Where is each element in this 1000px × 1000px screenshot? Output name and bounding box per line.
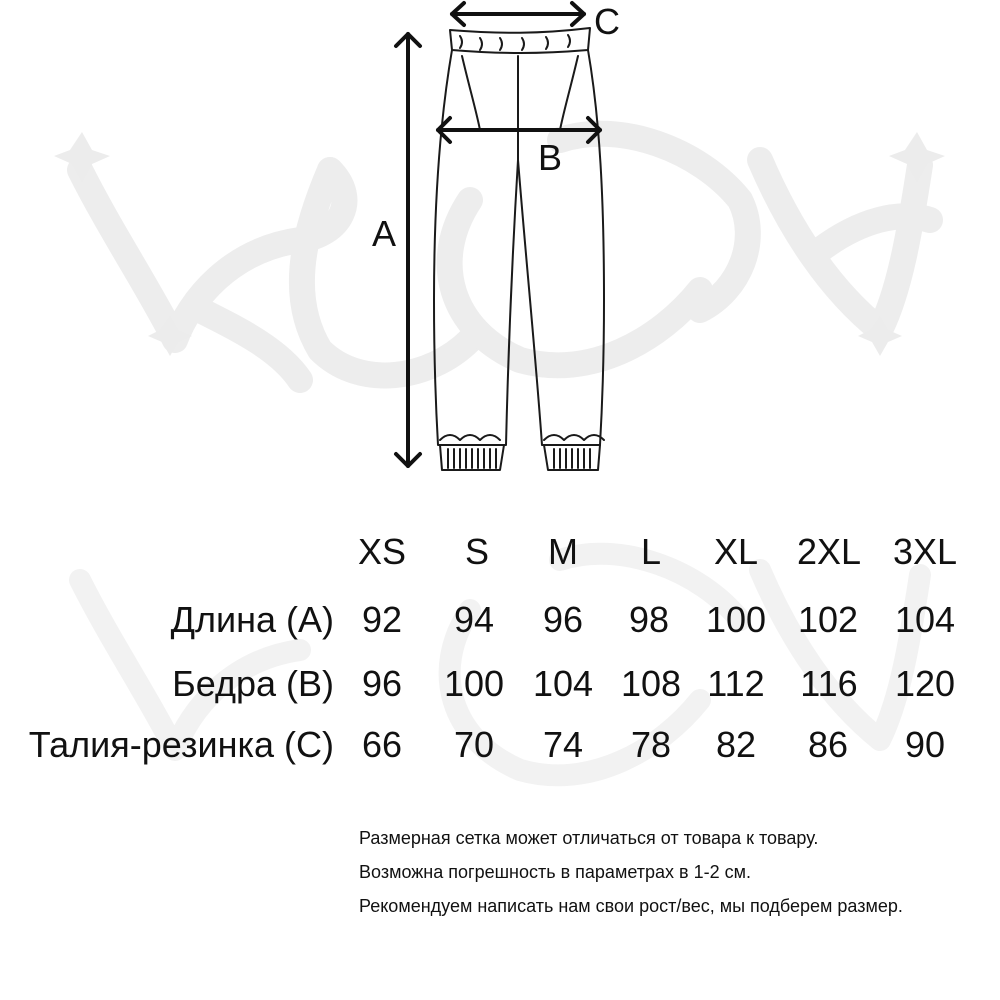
table-cell: 98: [628, 599, 670, 640]
note-line: Рекомендуем написать нам свои рост/вес, мы подберем размер.: [359, 896, 903, 916]
size-header: S: [464, 531, 489, 572]
table-cell: 104: [894, 599, 956, 640]
size-header: XL: [713, 531, 759, 572]
table-row-length: [0, 598, 1000, 642]
table-cell: 90: [904, 724, 946, 765]
size-header: M: [548, 531, 578, 572]
size-notes: [359, 826, 979, 928]
table-cell: 74: [542, 724, 584, 765]
right-leg-outline: [518, 50, 604, 445]
note-line: Размерная сетка может отличаться от товара к товару.: [359, 828, 819, 848]
table-cell: 100: [443, 663, 505, 704]
table-cell: 78: [630, 724, 672, 765]
table-row-waist: [0, 723, 1000, 767]
table-cell: 92: [361, 599, 403, 640]
table-cell: 120: [894, 663, 956, 704]
table-cell: 100: [705, 599, 767, 640]
table-cell: 86: [807, 724, 849, 765]
note-line: Возможна погрешность в параметрах в 1-2 см.: [359, 862, 751, 882]
table-cell: 66: [361, 724, 403, 765]
size-header: XS: [357, 531, 407, 572]
label-a: A: [372, 213, 397, 254]
table-cell: 104: [532, 663, 594, 704]
row-label-waist: Талия-резинка (C): [28, 724, 334, 765]
table-row-hips: [0, 662, 1000, 706]
arrow-a-length: [396, 34, 420, 466]
table-cell: 108: [620, 663, 682, 704]
label-c: C: [594, 1, 620, 42]
table-cell: 116: [800, 663, 858, 704]
size-header: 3XL: [892, 531, 958, 572]
row-label-hips: Бедра (B): [172, 663, 334, 704]
size-header-row: [0, 530, 1000, 574]
table-cell: 96: [542, 599, 584, 640]
table-cell: 102: [797, 599, 859, 640]
size-header: 2XL: [796, 531, 862, 572]
row-label-length: Длина (A): [170, 599, 334, 640]
size-header: L: [640, 531, 662, 572]
table-cell: 94: [453, 599, 495, 640]
table-cell: 96: [361, 663, 403, 704]
arrow-c-waist: [452, 3, 584, 25]
table-cell: 82: [715, 724, 757, 765]
label-b: B: [538, 137, 563, 178]
table-cell: 112: [707, 663, 765, 704]
table-cell: 70: [453, 724, 495, 765]
